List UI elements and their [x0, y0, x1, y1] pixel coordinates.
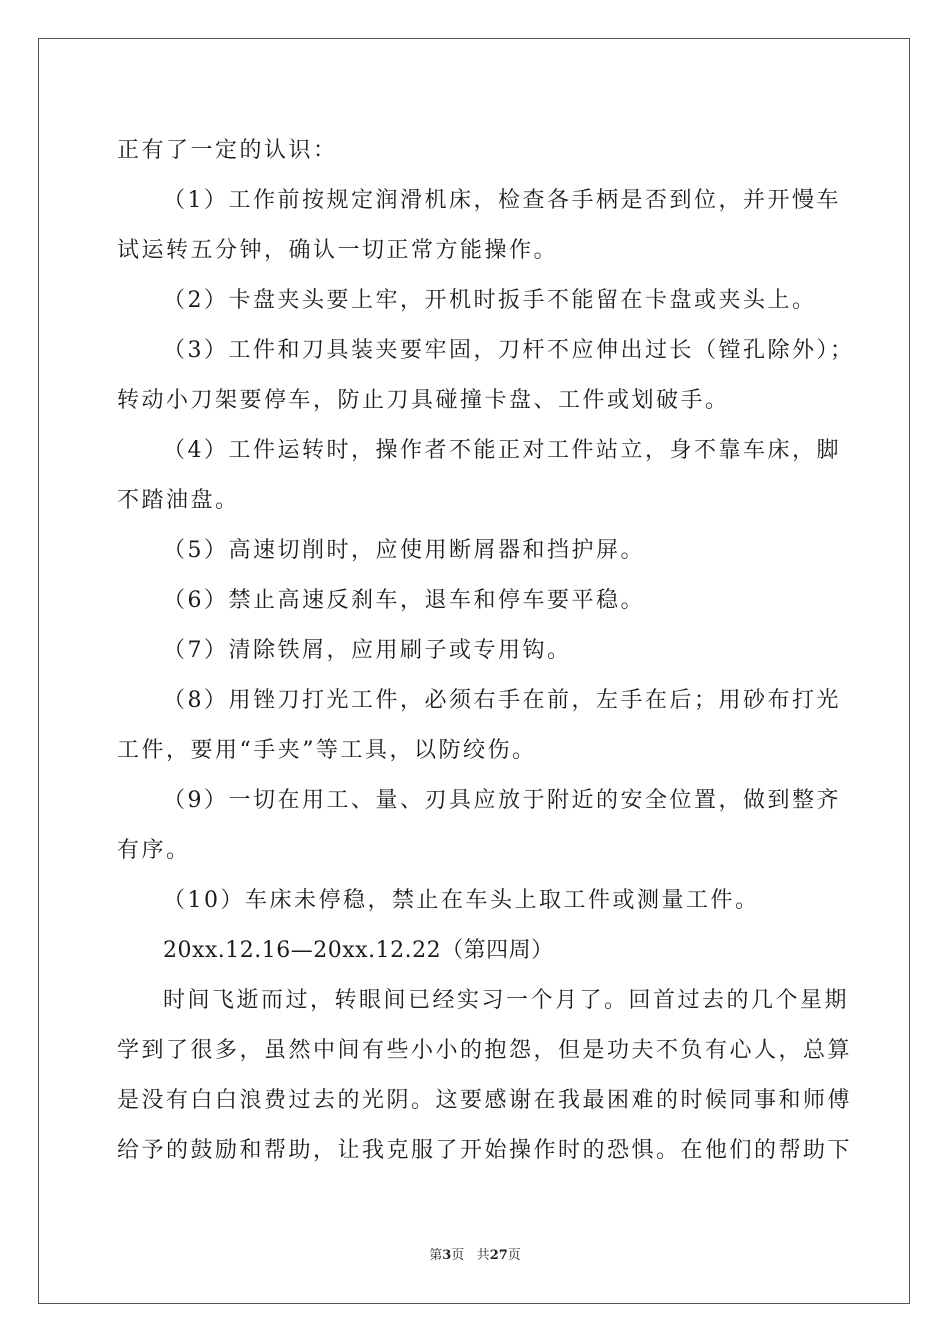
- text-line: （3）工件和刀具装夹要牢固，刀杆不应伸出过长（镗孔除外）；: [163, 338, 855, 363]
- current-page-number: 3: [442, 1248, 452, 1263]
- text-line: （10）车床未停稳，禁止在车头上取工件或测量工件。: [163, 888, 760, 913]
- text-line: 工件，要用“手夹”等工具，以防绞伤。: [117, 738, 537, 763]
- text-line: （6）禁止高速反刹车，退车和停车要平稳。: [163, 588, 645, 613]
- text-line: （4）工件运转时，操作者不能正对工件站立，身不靠车床，脚: [163, 438, 841, 463]
- text-line: 转动小刀架要停车，防止刀具碰撞卡盘、工件或划破手。: [117, 388, 730, 413]
- text-line: （9）一切在用工、量、刃具应放于附近的安全位置，做到整齐: [163, 788, 841, 813]
- footer-total-prefix: 共: [476, 1248, 490, 1263]
- text-line: 给予的鼓励和帮助，让我克服了开始操作时的恐惧。在他们的帮助下: [117, 1138, 853, 1163]
- footer-prefix: 第: [429, 1248, 443, 1263]
- footer-total-suffix: 页: [507, 1248, 521, 1263]
- section-heading: 20xx.12.16—20xx.12.22（第四周）: [163, 938, 554, 963]
- text-line: 试运转五分钟，确认一切正常方能操作。: [117, 238, 559, 263]
- text-line: 正有了一定的认识：: [117, 138, 338, 163]
- text-line: （1）工作前按规定润滑机床，检查各手柄是否到位，并开慢车: [163, 188, 841, 213]
- text-line: 不踏油盘。: [117, 488, 240, 513]
- text-line: （5）高速切削时，应使用断屑器和挡护屏。: [163, 538, 645, 563]
- text-line: （2）卡盘夹头要上牢，开机时扳手不能留在卡盘或夹头上。: [163, 288, 817, 313]
- text-line: 是没有白白浪费过去的光阴。这要感谢在我最困难的时候同事和师傅: [117, 1088, 853, 1113]
- text-line: （8）用锉刀打光工件，必须右手在前，左手在后；用砂布打光: [163, 688, 841, 713]
- total-pages-number: 27: [489, 1248, 508, 1263]
- page-footer: [0, 1247, 950, 1265]
- footer-page-suffix: 页: [451, 1248, 465, 1263]
- text-line: 有序。: [117, 838, 191, 863]
- text-line: 时间飞逝而过，转眼间已经实习一个月了。回首过去的几个星期: [163, 988, 850, 1013]
- text-line: 学到了很多，虽然中间有些小小的抱怨，但是功夫不负有心人，总算: [117, 1038, 853, 1063]
- text-line: （7）清除铁屑，应用刷子或专用钩。: [163, 638, 572, 663]
